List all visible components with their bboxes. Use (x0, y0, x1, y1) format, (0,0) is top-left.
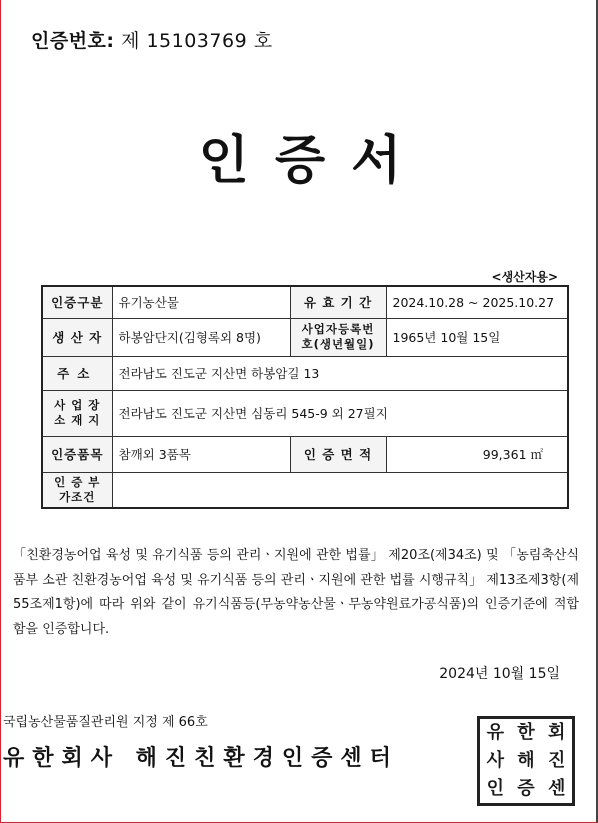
official-seal (477, 716, 575, 806)
organization-name: 유한회사 해진친환경인증센터 (3, 746, 399, 771)
seal-char: 센 (547, 778, 566, 799)
table-row (42, 356, 568, 390)
certification-statement: 「친환경농어업 육성 및 유기식품 등의 관리ㆍ지원에 관한 법률」 제20조(제34조) 및 「농림축산식품부 소관 친환경농어업 육성 및 유기식품 등의 관리ㆍ지원에 관한 법률 시행규칙」 제13조제3항(제55조제1항)에 따라 위와 같이 유기식품등(무농약농산물ㆍ무농약원료가공식품)의 인증기준에 적합함을 인증합니다. (13, 548, 579, 637)
seal-char: 인 (486, 778, 505, 799)
seal-char: 사 (486, 750, 505, 771)
cert-type-label: 인증구분 (42, 286, 112, 318)
table-row (42, 436, 568, 472)
cert-type-value: 유기농산물 (112, 286, 290, 318)
certificate-info-table (41, 285, 569, 509)
conditions-label: 인 증 부가조건 (42, 472, 112, 508)
producer-value: 하봉암단지(김형록외 8명) (112, 318, 290, 356)
table-row (42, 472, 568, 508)
business-reg-label: 사업자등록번호(생년월일) (290, 318, 386, 356)
validity-label: 유 효 기 간 (290, 286, 386, 318)
address-value: 전라남도 진도군 지산면 하봉암길 13 (112, 356, 568, 390)
certificate-kind: <생산자용> (491, 270, 558, 284)
certificate-number-value: 제 15103769 호 (121, 30, 273, 52)
table-row (42, 318, 568, 356)
cert-area-label: 인 증 면 적 (290, 436, 386, 472)
workplace-value: 전라남도 진도군 지산면 심동리 545-9 외 27필지 (112, 390, 568, 436)
validity-value: 2024.10.28 ~ 2025.10.27 (386, 286, 568, 318)
seal-char: 증 (517, 778, 535, 799)
designation-text: 국립농산물품질관리원 지정 제 66호 (3, 715, 208, 730)
seal-char: 해 (517, 750, 535, 771)
seal-char: 유 (486, 722, 505, 743)
seal-char: 진 (547, 750, 566, 771)
seal-char: 회 (547, 722, 566, 743)
issue-date: 2024년 10월 15일 (439, 666, 560, 682)
producer-label: 생 산 자 (42, 318, 112, 356)
address-label: 주소 (42, 356, 112, 390)
certificate-number-label: 인증번호: (31, 30, 115, 52)
table-row (42, 286, 568, 318)
cert-items-value: 참깨외 3품목 (112, 436, 290, 472)
workplace-label: 사 업 장 소 재 지 (42, 390, 112, 436)
document-title: 인증서 (198, 130, 428, 191)
conditions-value (112, 472, 568, 508)
table-row (42, 390, 568, 436)
seal-char: 한 (517, 722, 535, 743)
cert-items-label: 인증품목 (42, 436, 112, 472)
business-reg-value: 1965년 10월 15일 (386, 318, 568, 356)
certificate-number (31, 26, 273, 53)
cert-area-value: 99,361 ㎡ (386, 436, 568, 472)
